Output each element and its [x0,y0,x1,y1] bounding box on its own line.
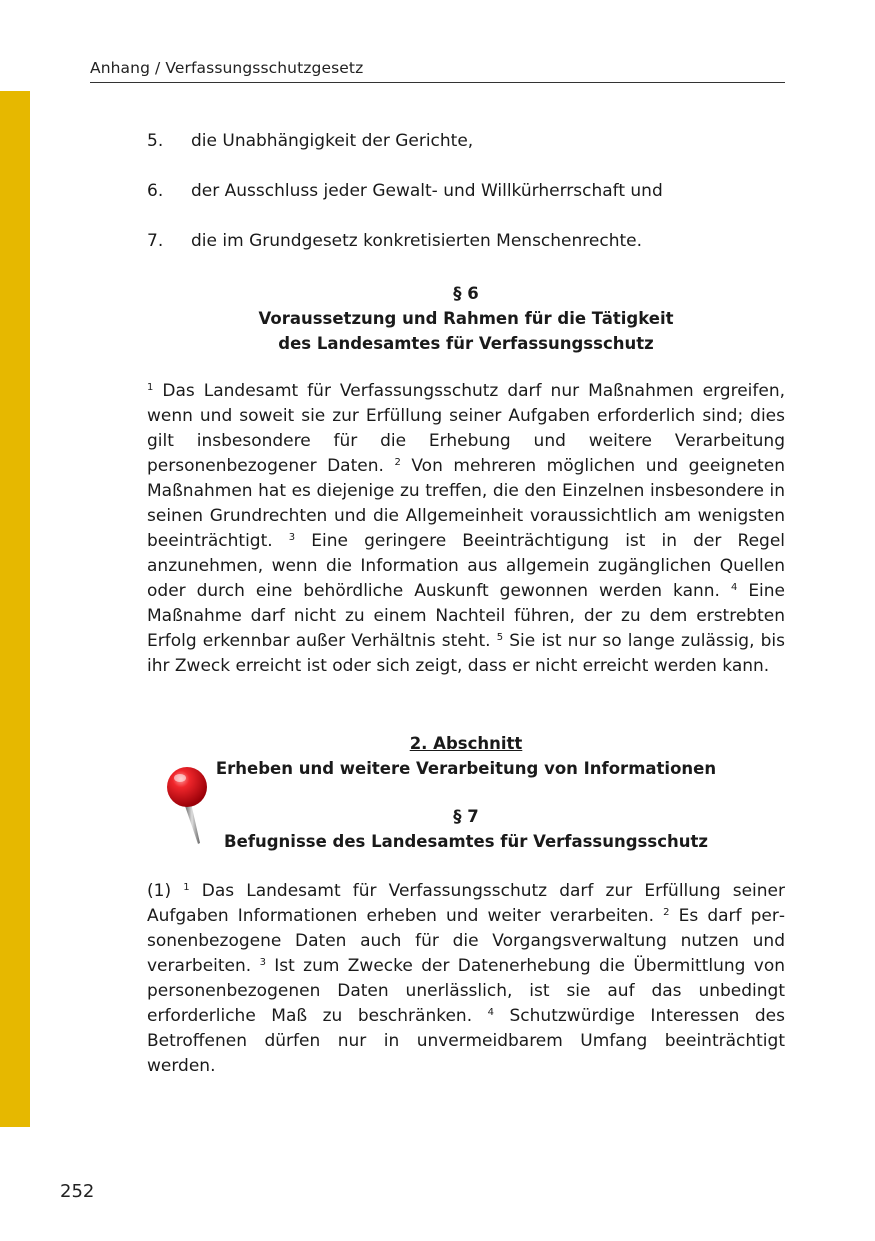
sentence-number: 1 [147,382,154,393]
section-6-heading [147,281,785,356]
list-item [0,181,875,207]
sentence-number: 4 [487,1007,494,1018]
sentence-text: Ist zum Zwecke der Datenerhebung die Übermittlung von personenbezogenen Daten unerlässlich, ist sie auf das unbedingt erforderliche Maß zu beschränken. [147,956,786,1026]
page-number: 252 [60,1181,95,1202]
sentence-text: Schutzwürdige Interessen des Betroffenen dürfen nur in unvermeidbarem Umfang beeinträchtigt werden. [147,1006,785,1076]
paragraph-label: (1) [147,881,172,901]
running-header: Anhang / Verfassungsschutzgesetz [90,59,364,77]
chapter-2-title: Erheben und weitere Verarbeitung von Informationen [215,759,717,778]
sentence-number: 4 [730,582,738,593]
section-7-paragraph-1 [147,879,785,1079]
chapter-2-heading [147,731,785,781]
section-6-title-line-1: Voraussetzung und Rahmen für die Tätigkeit [258,309,674,328]
header-divider [90,82,785,83]
sentence-text: Es darf personenbezogene Daten auch für die Vorgangsverwaltung nutzen und verarbeiten. [147,906,786,976]
sentence-number: 2 [394,457,401,468]
section-6-title-line-2: des Landesamtes für Verfassungsschutz [278,334,654,353]
section-7-heading [147,804,785,854]
chapter-2-label: 2. Abschnitt [409,734,523,753]
list-item-text: die Unabhängigkeit der Gerichte, [191,131,474,151]
section-7-title: Befugnisse des Landesamtes für Verfassungsschutz [224,832,708,851]
sentence-text: Eine geringere Beeinträchtigung ist in der Regel anzunehmen, wenn die Information aus allgemein zugänglichen Quellen oder durch eine behördliche Auskunft gewonnen werden kann. [147,531,786,601]
sentence-number: 5 [496,632,504,643]
sentence-number: 2 [663,907,670,918]
section-6-number: § 6 [453,284,479,303]
list-item-number: 6. [147,181,164,201]
list-item [0,131,875,157]
section-6-paragraph [147,379,785,679]
sentence-text: Von mehreren möglichen und geeigneten Maßnahmen hat es diejenige zu treffen, die den Einzelnen insbesondere in seinen Grundrechten und die Allgemeinheit voraussichtlich am wenigsten beeinträchtigt. [147,456,785,551]
sentence-text: Sie ist nur so lange zulässig, bis ihr Zweck erreicht ist oder sich zeigt, dass er nicht erreicht werden kann. [147,631,785,676]
sentence-text: Das Landesamt für Verfassungsschutz darf nur Maßnahmen ergreifen, wenn und soweit sie zur Erfüllung seiner Aufgaben erforderlich sind; dies gilt insbesondere für die Erhebung und weitere Verarbeitung personenbezogener Daten. [147,381,786,476]
sentence-number: 3 [259,957,266,968]
sentence-text: Eine Maßnahme darf nicht zu einem Nachteil führen, der zu dem erstrebten Erfolg erkennbar außer Verhältnis steht. [147,581,786,651]
sentence-text: Das Landesamt für Verfassungsschutz darf zur Erfüllung seiner Aufgaben Informationen erheben und weiter verarbeiten. [147,881,786,926]
sentence-number: 1 [183,882,190,893]
sentence-number: 3 [288,532,296,543]
list-item-text: der Ausschluss jeder Gewalt- und Willkürherrschaft und [191,181,663,201]
list-item-number: 5. [147,131,164,151]
list-item-number: 7. [147,231,164,251]
list-item-text: die im Grundgesetz konkretisierten Menschenrechte. [191,231,643,251]
list-item [0,231,875,257]
section-7-number: § 7 [453,807,479,826]
